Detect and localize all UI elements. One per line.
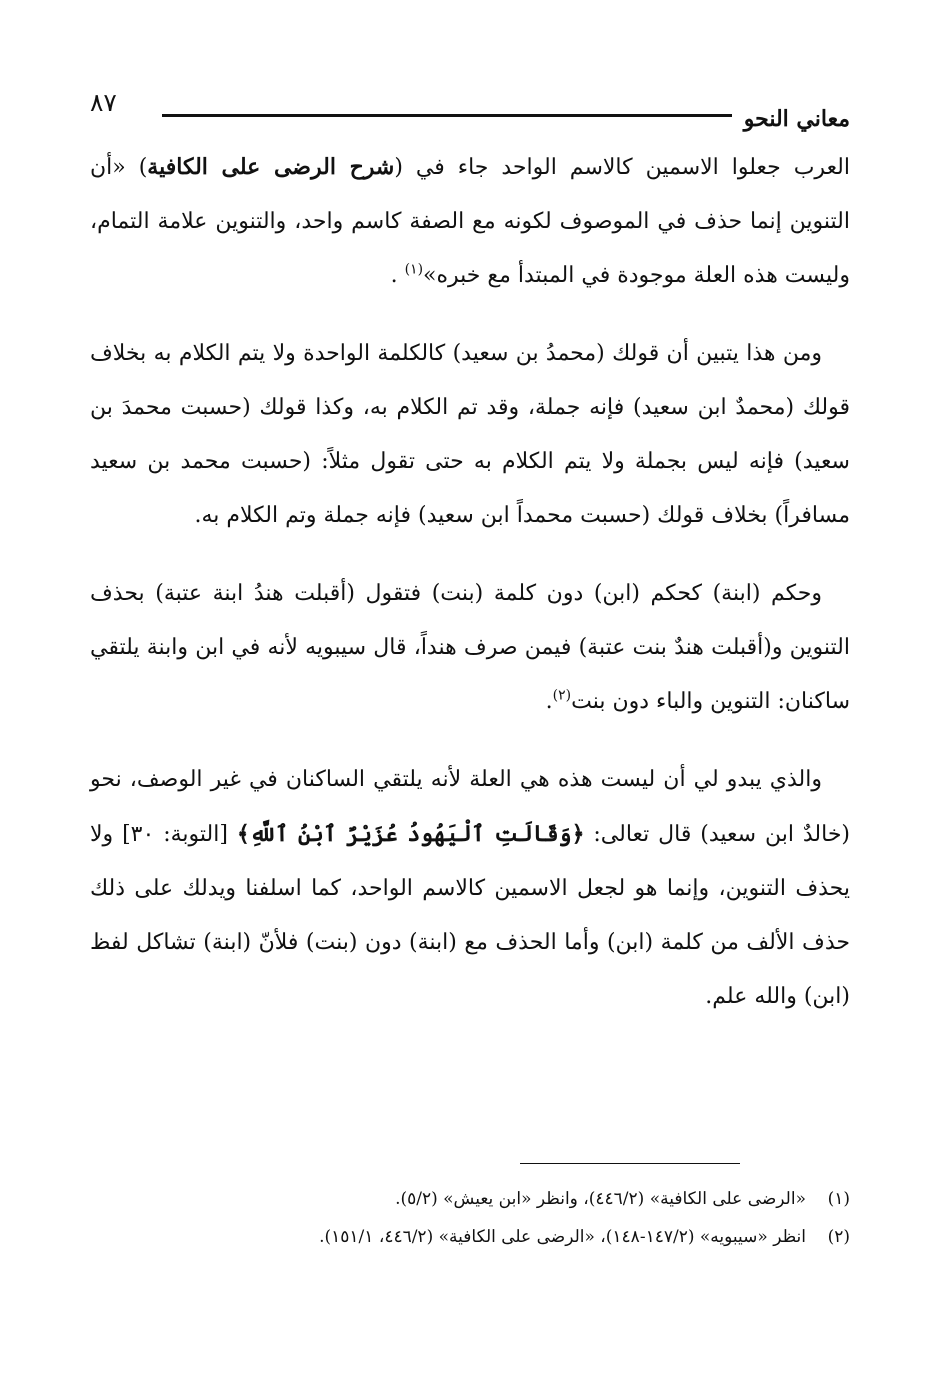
footnote-ref-1: (١): [404, 261, 424, 278]
footnote-2: [90, 1218, 850, 1256]
footnote-1-number: (١): [827, 1189, 850, 1209]
paragraph-2: ومن هذا يتبين أن قولك (محمدُ بن سعيد) كالكلمة الواحدة ولا يتم الكلام به بخلاف قولك (محمدٌ ابن سعيد) فإنه جملة، وقد تم الكلام به، وكذا قولك (حسبت محمدَ بن سعيد) فإنه ليس بجملة ولا يتم الكلام به حتى تقول مثلاً: (حسبت محمد بن سعيد مسافراً) بخلاف قولك (حسبت محمداً ابن سعيد) فإنه جملة وتم الكلام به.: [90, 341, 850, 528]
header-rule: [162, 114, 732, 117]
footnote-1-text: «الرضى على الكافية» (٤٤٦/٢)، وانظر «ابن يعيش» (٥/٢).: [395, 1189, 806, 1209]
footnotes: [90, 1180, 850, 1256]
paragraph-3-end: .: [545, 689, 553, 714]
quran-verse: ﴿وَقَالَتِ ٱلْيَهُودُ عُزَيْرٌ ٱبْنُ ٱللَّهِ﴾: [236, 821, 585, 847]
footnote-1: [90, 1180, 850, 1218]
paragraph-4: [90, 753, 850, 1024]
running-title: معاني النحو: [743, 106, 850, 132]
main-text: [90, 140, 850, 1048]
page-number: ٨٧: [90, 88, 117, 117]
paragraph-1-end: .: [390, 263, 405, 288]
footnote-2-number: (٢): [827, 1227, 850, 1247]
footnote-ref-2: (٢): [552, 687, 572, 704]
paragraph-1-text-b: ) «أن التنوين إنما حذف في الموصوف لكونه مع الصفة كاسم واحد، والتنوين علامة التمام، وليست هذه العلة موجودة في المبتدأ مع خبره»: [90, 155, 850, 288]
footnote-2-text: انظر «سيبويه» (١٤٧/٢-١٤٨)، «الرضى على الكافية» (٤٤٦/٢، ١٥١/١).: [319, 1227, 806, 1247]
footnote-rule: [520, 1163, 740, 1164]
page-header: [90, 80, 850, 140]
paragraph-4-text-b: [التوبة: ٣٠] ولا يحذف التنوين، وإنما هو لجعل الاسمين كالاسم الواحد، كما اسلفنا ويدلك على ذلك حذف الألف من كلمة (ابن) وأما الحذف مع (ابنة) دون (بنت) فلأنّ (ابنة) تشاكل لفظ (ابن) والله علم.: [90, 822, 850, 1009]
paragraph-4-text-a: والذي يبدو لي أن ليست هذه هي العلة لأنه يلتقي الساكنان في غير الوصف، نحو (خالدٌ ابن سعيد) قال تعالى:: [90, 767, 850, 847]
paragraph-3-text: وحكم (ابنة) كحكم (ابن) دون كلمة (بنت) فتقول (أقبلت هندُ ابنة عتبة) بحذف التنوين و(أقبلت هندٌ بنت عتبة) فيمن صرف هنداً، قال سيبويه لأنه في ابن وابنة يلتقي ساكنان: التنوين والباء دون بنت: [90, 581, 850, 714]
paragraph-1: [90, 140, 850, 303]
paragraph-3: [90, 567, 850, 729]
book-title: شرح الرضى على الكافية: [147, 154, 395, 180]
paragraph-1-text-a: العرب جعلوا الاسمين كالاسم الواحد جاء في (: [394, 155, 850, 180]
